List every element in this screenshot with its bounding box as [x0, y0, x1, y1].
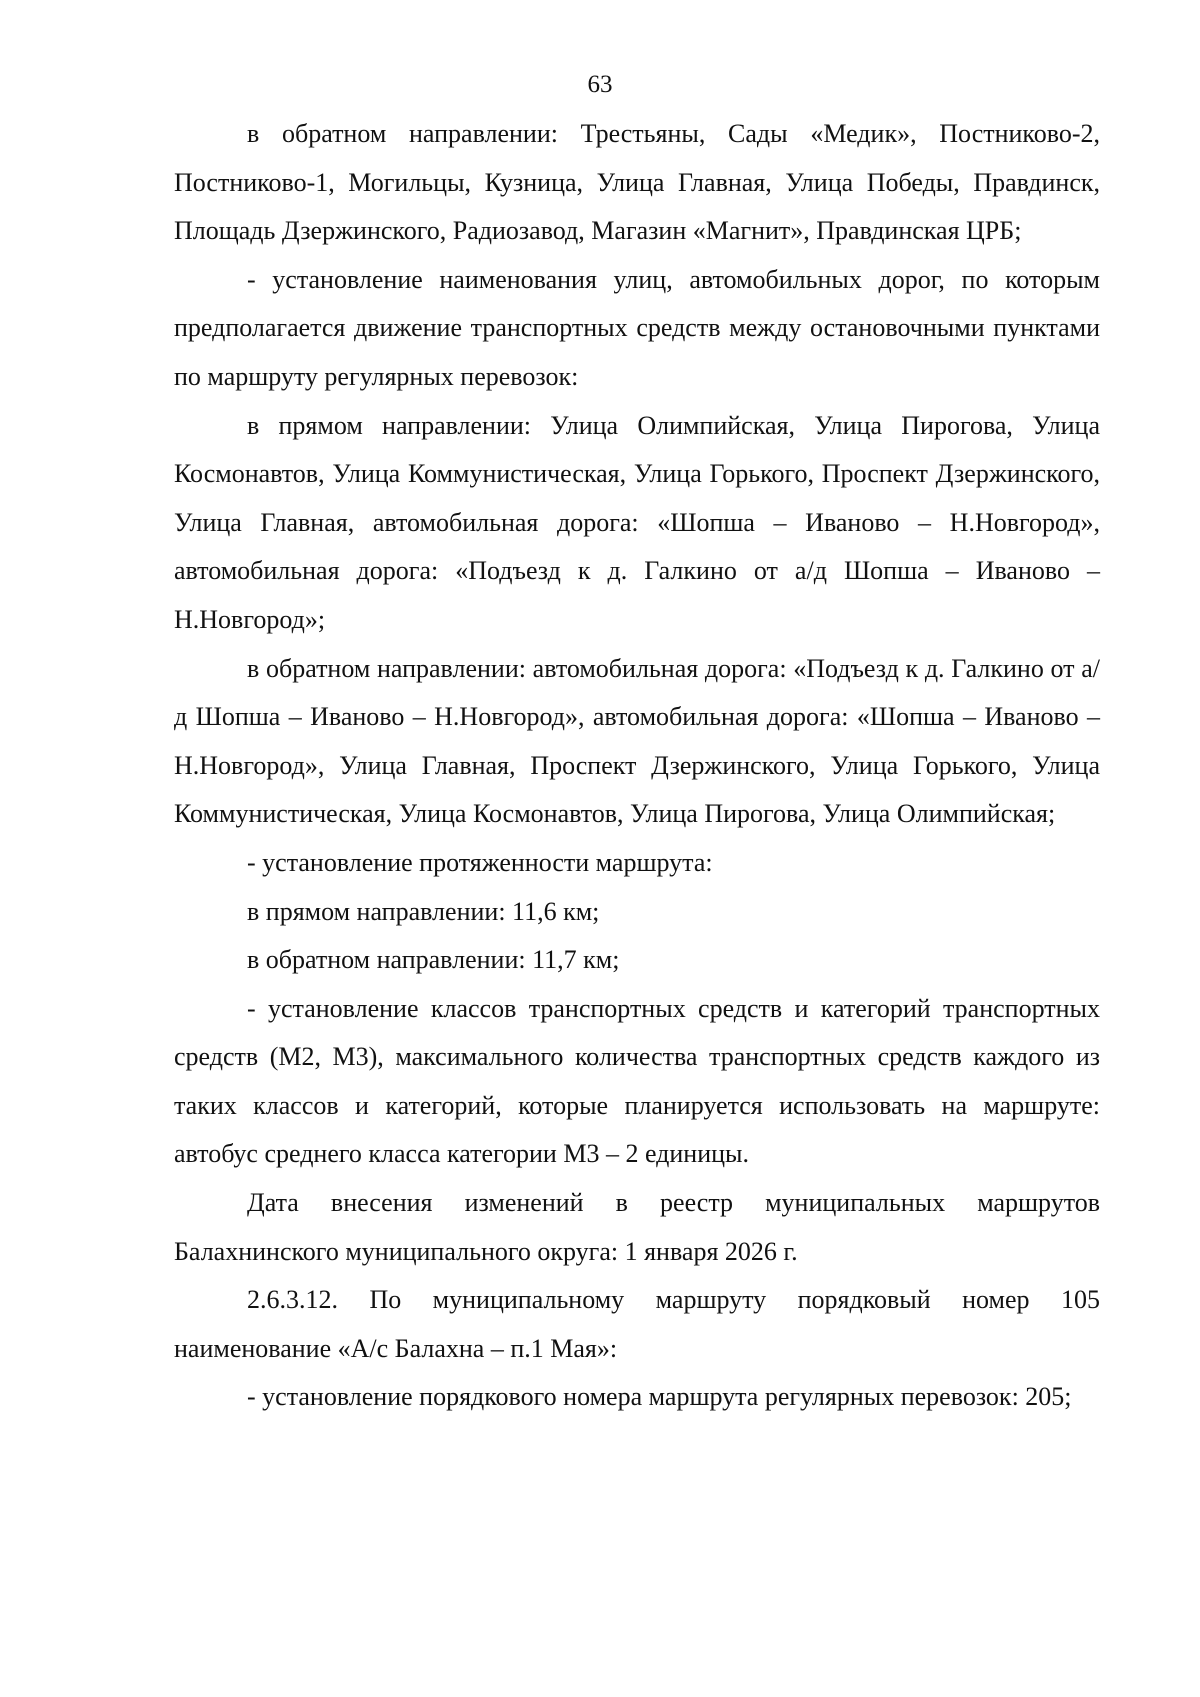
document-body — [174, 110, 1100, 1422]
paragraph-route-105-heading: 2.6.3.12. По муниципальному маршруту порядковый номер 105 наименование «А/с Балахна – п.1 Мая»: — [174, 1285, 1100, 1363]
paragraph-return-stops: в обратном направлении: Трестьяны, Сады «Медик», Постниково-2, Постниково-1, Могильцы, Кузница, Улица Главная, Улица Победы, Правдинск, Площадь Дзержинского, Радиозавод, Магазин «Магнит», Правдинская ЦРБ; — [174, 119, 1100, 246]
paragraph-return-streets: в обратном направлении: автомобильная дорога: «Подъезд к д. Галкино от а/д Шопша – Иваново – Н.Новгород», автомобильная дорога: «Шопша – Иваново – Н.Новгород», Улица Главная, Проспект Дзержинского, Улица Горького, Улица Коммунистическая, Улица Космонавтов, Улица Пирогова, Улица Олимпийская; — [174, 653, 1100, 829]
paragraph-return-length: в обратном направлении: 11,7 км; — [247, 945, 620, 975]
paragraph-vehicle-classes-item: - установление классов транспортных средств и категорий транспортных средств (М2, М3), максимального количества транспортных средств каждого из таких классов и категорий, которые планируется использовать на маршруте: автобус среднего класса категории М3 – 2 единицы. — [174, 993, 1100, 1169]
paragraph-forward-streets: в прямом направлении: Улица Олимпийская, Улица Пирогова, Улица Космонавтов, Улица Коммунистическая, Улица Горького, Проспект Дзержинского, Улица Главная, автомобильная дорога: «Шопша – Иваново – Н.Новгород», автомобильная дорога: «Подъезд к д. Галкино от а/д Шопша – Иваново – Н.Новгород»; — [174, 410, 1100, 634]
paragraph-forward-length: в прямом направлении: 11,6 км; — [247, 896, 600, 926]
paragraph-registry-date: Дата внесения изменений в реестр муниципальных маршрутов Балахнинского муниципального округа: 1 января 2026 г. — [174, 1188, 1100, 1266]
paragraph-route-length-item: - установление протяженности маршрута: — [247, 847, 713, 877]
page-number: 63 — [587, 71, 613, 98]
paragraph-street-names-item: - установление наименования улиц, автомобильных дорог, по которым предполагается движение транспортных средств между остановочными пунктами по маршруту регулярных перевозок: — [174, 264, 1100, 391]
paragraph-route-number-item: - установление порядкового номера маршрута регулярных перевозок: 205; — [247, 1382, 1072, 1412]
